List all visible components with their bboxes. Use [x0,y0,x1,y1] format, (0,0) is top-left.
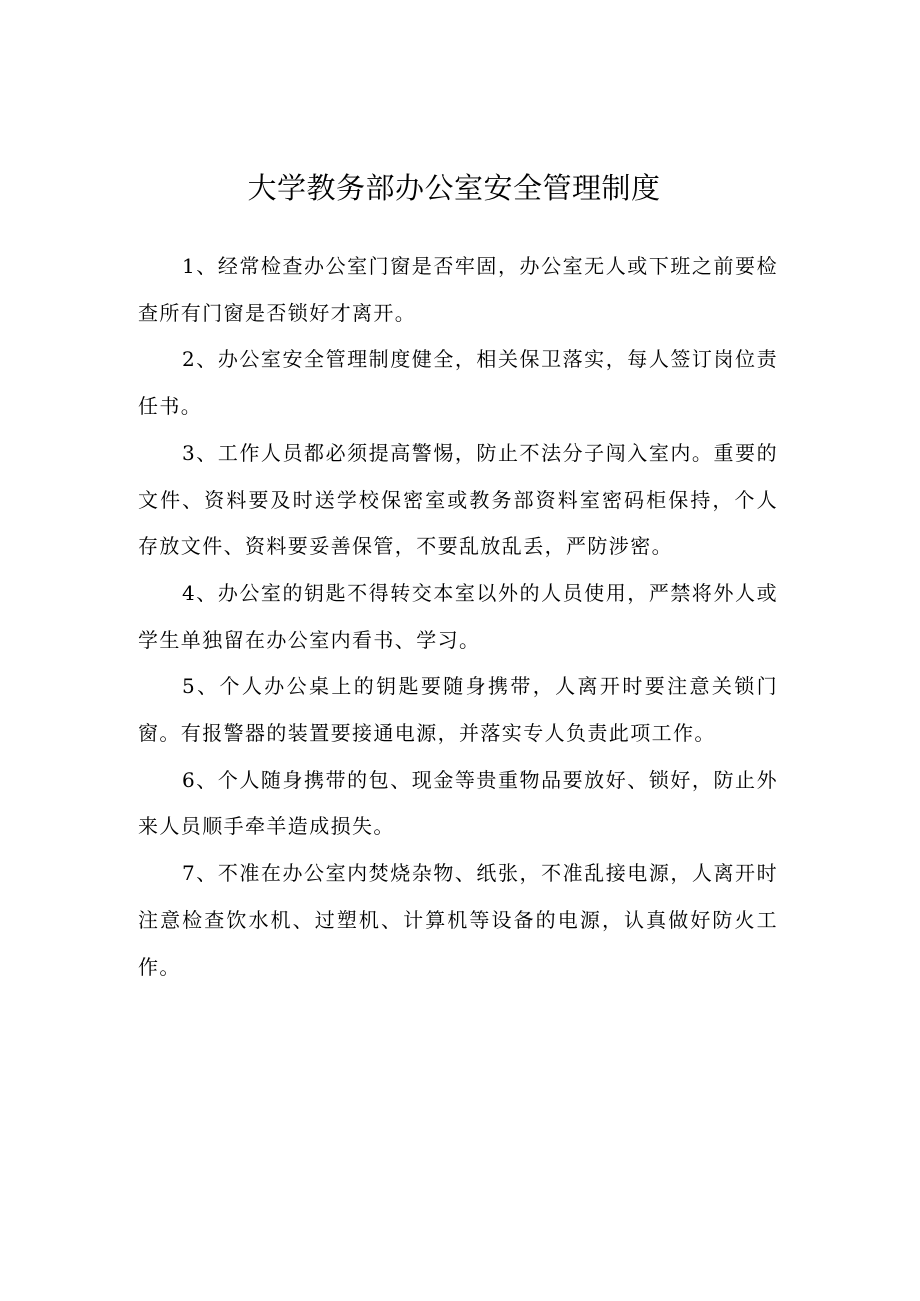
rule-paragraph-3: 3、工作人员都必须提高警惕，防止不法分子闯入室内。重要的文件、资料要及时送学校保密室或教务部资料室密码柜保持，个人存放文件、资料要妥善保管，不要乱放乱丢，严防涉密。 [138,440,778,559]
rule-paragraph-2: 2、办公室安全管理制度健全，相关保卫落实，每人签订岗位责任书。 [138,347,778,419]
document-title: 大学教务部办公室安全管理制度 [247,171,661,205]
rule-paragraph-7: 7、不准在办公室内焚烧杂物、纸张，不准乱接电源，人离开时注意检查饮水机、过塑机、计算机等设备的电源，认真做好防火工作。 [138,861,778,979]
rule-paragraph-5: 5、个人办公桌上的钥匙要随身携带，人离开时要注意关锁门窗。有报警器的装置要接通电源，并落实专人负责此项工作。 [138,674,778,746]
document-body [138,243,778,990]
rule-paragraph-4: 4、办公室的钥匙不得转交本室以外的人员使用，严禁将外人或学生单独留在办公室内看书、学习。 [138,580,778,652]
rule-paragraph-1: 1、经常检查办公室门窗是否牢固，办公室无人或下班之前要检查所有门窗是否锁好才离开。 [138,254,778,325]
rule-paragraph-6: 6、个人随身携带的包、现金等贵重物品要放好、锁好，防止外来人员顺手牵羊造成损失。 [138,767,778,839]
